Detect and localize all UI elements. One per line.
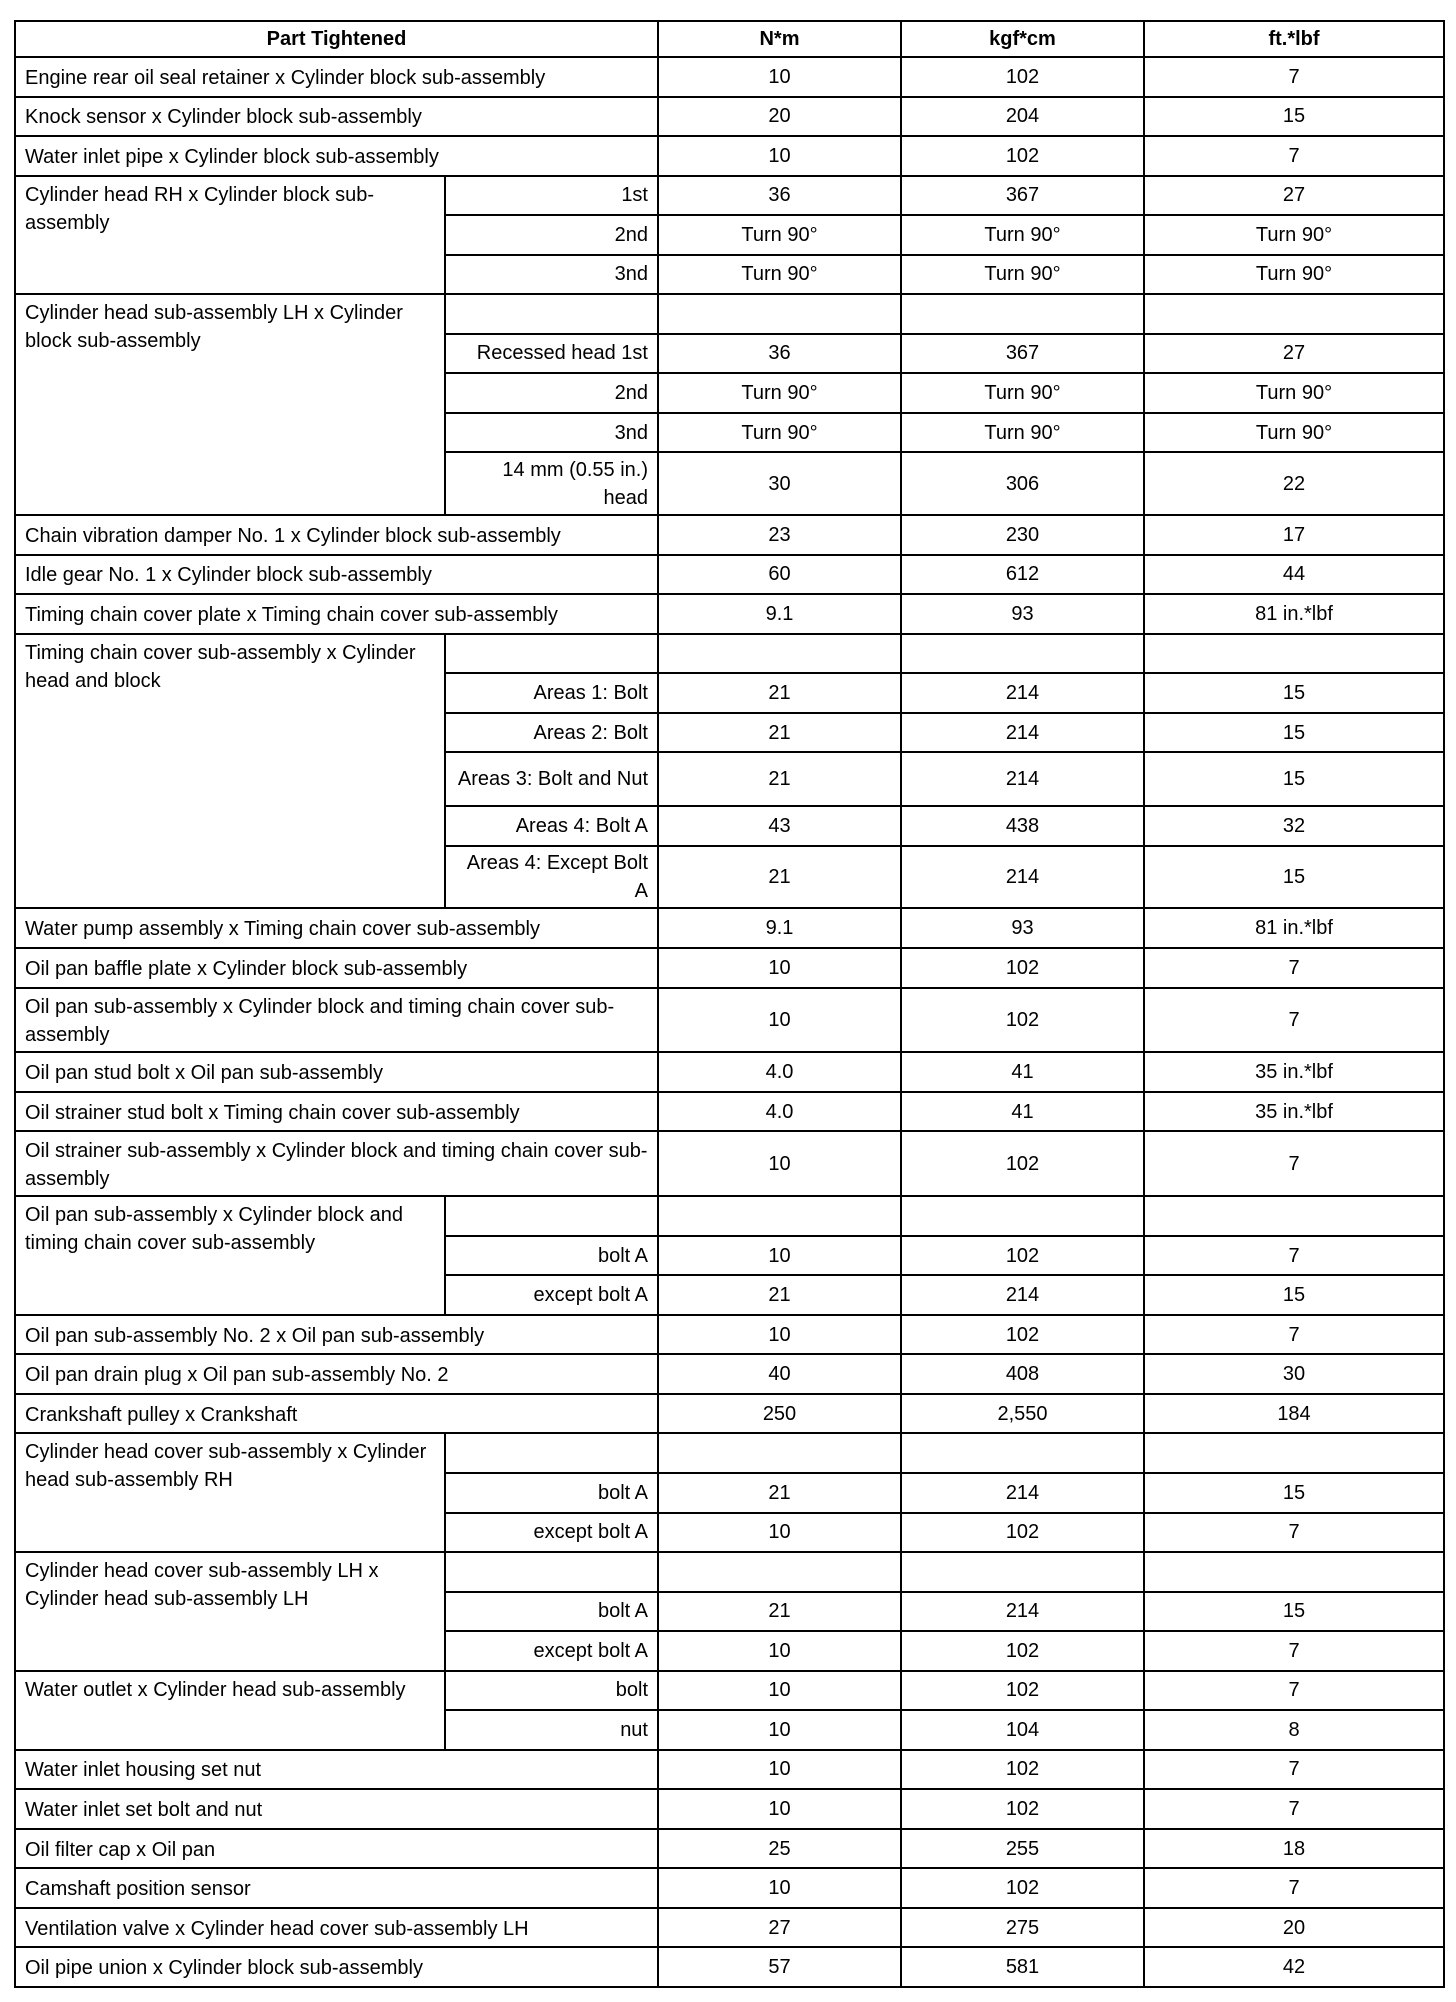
sub-condition: except bolt A [445, 1513, 658, 1553]
value-nm: 21 [658, 673, 901, 713]
value-nm: 21 [658, 1473, 901, 1513]
value-kgfcm: 102 [901, 1131, 1144, 1196]
part-name: Water outlet x Cylinder head sub-assembly [15, 1671, 445, 1750]
value-nm: 10 [658, 1710, 901, 1750]
part-name: Oil pan sub-assembly No. 2 x Oil pan sub-assembly [15, 1315, 658, 1355]
value-nm [658, 1552, 901, 1592]
value-kgfcm: 102 [901, 1868, 1144, 1908]
value-nm: 10 [658, 1513, 901, 1553]
table-row [15, 1671, 1444, 1711]
value-kgfcm: Turn 90° [901, 215, 1144, 255]
value-nm: Turn 90° [658, 255, 901, 295]
part-name: Cylinder head cover sub-assembly LH x Cylinder head sub-assembly LH [15, 1552, 445, 1671]
sub-condition: except bolt A [445, 1631, 658, 1671]
value-nm: 43 [658, 806, 901, 846]
table-row [15, 1433, 1444, 1473]
value-ftlbf: 81 in.*lbf [1144, 908, 1444, 948]
table-row [15, 97, 1444, 137]
sub-condition [445, 1433, 658, 1473]
table-row [15, 1052, 1444, 1092]
value-kgfcm: 102 [901, 136, 1144, 176]
value-kgfcm [901, 1196, 1144, 1236]
value-kgfcm [901, 1433, 1144, 1473]
value-kgfcm: 102 [901, 1236, 1144, 1276]
sub-condition: bolt A [445, 1236, 658, 1276]
value-ftlbf [1144, 1433, 1444, 1473]
value-kgfcm: 214 [901, 1275, 1144, 1315]
table-body [15, 57, 1444, 1987]
value-nm: 27 [658, 1908, 901, 1948]
value-kgfcm: 2,550 [901, 1394, 1144, 1434]
value-nm: 21 [658, 1275, 901, 1315]
part-name: Cylinder head RH x Cylinder block sub-assembly [15, 176, 445, 295]
table-row [15, 948, 1444, 988]
table-row [15, 988, 1444, 1053]
value-ftlbf: Turn 90° [1144, 373, 1444, 413]
table-row [15, 57, 1444, 97]
value-nm: 10 [658, 1750, 901, 1790]
table-row [15, 1789, 1444, 1829]
value-nm: Turn 90° [658, 413, 901, 453]
sub-condition: Areas 1: Bolt [445, 673, 658, 713]
value-nm: 10 [658, 988, 901, 1053]
part-name: Timing chain cover sub-assembly x Cylinder head and block [15, 634, 445, 909]
value-ftlbf: 7 [1144, 1315, 1444, 1355]
sub-condition: bolt A [445, 1592, 658, 1632]
value-ftlbf: 42 [1144, 1947, 1444, 1987]
part-name: Cylinder head cover sub-assembly x Cylinder head sub-assembly RH [15, 1433, 445, 1552]
header-part-tightened: Part Tightened [15, 21, 658, 57]
sub-condition: 1st [445, 176, 658, 216]
header-ftlbf: ft.*lbf [1144, 21, 1444, 57]
value-nm [658, 1196, 901, 1236]
part-name: Water inlet housing set nut [15, 1750, 658, 1790]
value-ftlbf: 35 in.*lbf [1144, 1052, 1444, 1092]
value-nm: 4.0 [658, 1092, 901, 1132]
part-name: Knock sensor x Cylinder block sub-assembly [15, 97, 658, 137]
value-ftlbf: Turn 90° [1144, 215, 1444, 255]
part-name: Crankshaft pulley x Crankshaft [15, 1394, 658, 1434]
value-ftlbf: 7 [1144, 948, 1444, 988]
value-ftlbf: 7 [1144, 1236, 1444, 1276]
value-nm: 36 [658, 176, 901, 216]
value-ftlbf: 17 [1144, 515, 1444, 555]
table-row [15, 294, 1444, 334]
value-nm: 10 [658, 1315, 901, 1355]
header-kgfcm: kgf*cm [901, 21, 1144, 57]
sub-condition: 2nd [445, 373, 658, 413]
value-kgfcm: 93 [901, 594, 1144, 634]
value-nm: Turn 90° [658, 215, 901, 255]
value-ftlbf: 81 in.*lbf [1144, 594, 1444, 634]
value-ftlbf: 22 [1144, 452, 1444, 515]
value-ftlbf: 7 [1144, 1513, 1444, 1553]
sub-condition [445, 634, 658, 674]
table-row [15, 1394, 1444, 1434]
value-kgfcm: 612 [901, 555, 1144, 595]
value-kgfcm: 102 [901, 1315, 1144, 1355]
value-ftlbf: 15 [1144, 1275, 1444, 1315]
value-kgfcm: 214 [901, 752, 1144, 806]
value-ftlbf: 18 [1144, 1829, 1444, 1869]
value-nm: 21 [658, 1592, 901, 1632]
value-kgfcm: 255 [901, 1829, 1144, 1869]
value-ftlbf: 8 [1144, 1710, 1444, 1750]
sub-condition: 14 mm (0.55 in.) head [445, 452, 658, 515]
value-kgfcm: 102 [901, 1513, 1144, 1553]
sub-condition [445, 1196, 658, 1236]
torque-spec-table [14, 20, 1445, 1988]
value-nm: 9.1 [658, 594, 901, 634]
value-kgfcm: 214 [901, 673, 1144, 713]
part-name: Cylinder head sub-assembly LH x Cylinder block sub-assembly [15, 294, 445, 515]
value-ftlbf [1144, 294, 1444, 334]
table-row [15, 1829, 1444, 1869]
sub-condition [445, 1552, 658, 1592]
value-ftlbf: 15 [1144, 97, 1444, 137]
value-nm [658, 294, 901, 334]
value-ftlbf [1144, 634, 1444, 674]
part-name: Oil pan drain plug x Oil pan sub-assembly No. 2 [15, 1354, 658, 1394]
value-nm: 4.0 [658, 1052, 901, 1092]
part-name: Chain vibration damper No. 1 x Cylinder block sub-assembly [15, 515, 658, 555]
value-nm [658, 1433, 901, 1473]
value-ftlbf: 15 [1144, 673, 1444, 713]
value-nm: 250 [658, 1394, 901, 1434]
part-name: Camshaft position sensor [15, 1868, 658, 1908]
value-nm: 23 [658, 515, 901, 555]
part-name: Oil pipe union x Cylinder block sub-assembly [15, 1947, 658, 1987]
table-row [15, 515, 1444, 555]
value-kgfcm: 230 [901, 515, 1144, 555]
part-name: Oil filter cap x Oil pan [15, 1829, 658, 1869]
table-row [15, 1196, 1444, 1236]
value-nm: 25 [658, 1829, 901, 1869]
value-kgfcm: 102 [901, 1671, 1144, 1711]
value-ftlbf: 27 [1144, 176, 1444, 216]
value-ftlbf: 32 [1144, 806, 1444, 846]
value-kgfcm: 214 [901, 713, 1144, 753]
table-row [15, 555, 1444, 595]
value-ftlbf: 35 in.*lbf [1144, 1092, 1444, 1132]
part-name: Oil strainer sub-assembly x Cylinder block and timing chain cover sub-assembly [15, 1131, 658, 1196]
part-name: Water pump assembly x Timing chain cover sub-assembly [15, 908, 658, 948]
value-ftlbf: 15 [1144, 713, 1444, 753]
value-kgfcm: 102 [901, 1631, 1144, 1671]
value-nm: 10 [658, 1868, 901, 1908]
value-ftlbf: 184 [1144, 1394, 1444, 1434]
value-nm: 21 [658, 713, 901, 753]
value-nm: 10 [658, 1131, 901, 1196]
value-ftlbf: 30 [1144, 1354, 1444, 1394]
part-name: Oil pan sub-assembly x Cylinder block and timing chain cover sub-assembly [15, 1196, 445, 1315]
value-ftlbf: Turn 90° [1144, 255, 1444, 295]
part-name: Timing chain cover plate x Timing chain cover sub-assembly [15, 594, 658, 634]
part-name: Ventilation valve x Cylinder head cover sub-assembly LH [15, 1908, 658, 1948]
value-kgfcm: 581 [901, 1947, 1144, 1987]
part-name: Oil pan baffle plate x Cylinder block sub-assembly [15, 948, 658, 988]
value-kgfcm: 102 [901, 988, 1144, 1053]
value-kgfcm: 438 [901, 806, 1144, 846]
value-nm: 10 [658, 1789, 901, 1829]
table-row [15, 1131, 1444, 1196]
value-ftlbf: 7 [1144, 1789, 1444, 1829]
table-row [15, 1868, 1444, 1908]
value-kgfcm [901, 1552, 1144, 1592]
value-ftlbf [1144, 1552, 1444, 1592]
value-ftlbf: 7 [1144, 57, 1444, 97]
sub-condition: bolt A [445, 1473, 658, 1513]
sub-condition: Areas 4: Except Bolt A [445, 846, 658, 909]
value-nm: 60 [658, 555, 901, 595]
value-nm: 57 [658, 1947, 901, 1987]
value-nm: 36 [658, 334, 901, 374]
table-row [15, 1908, 1444, 1948]
value-kgfcm [901, 294, 1144, 334]
value-nm: 20 [658, 97, 901, 137]
value-kgfcm: 408 [901, 1354, 1144, 1394]
table-row [15, 176, 1444, 216]
value-nm: 10 [658, 57, 901, 97]
value-kgfcm: 214 [901, 1592, 1144, 1632]
part-name: Oil pan stud bolt x Oil pan sub-assembly [15, 1052, 658, 1092]
part-name: Idle gear No. 1 x Cylinder block sub-assembly [15, 555, 658, 595]
value-ftlbf: 15 [1144, 752, 1444, 806]
value-kgfcm: 102 [901, 1789, 1144, 1829]
value-ftlbf: 7 [1144, 1131, 1444, 1196]
value-ftlbf: 7 [1144, 1631, 1444, 1671]
value-kgfcm: 214 [901, 846, 1144, 909]
table-row [15, 1092, 1444, 1132]
sub-condition: Areas 2: Bolt [445, 713, 658, 753]
sub-condition: Areas 3: Bolt and Nut [445, 752, 658, 806]
value-ftlbf: 7 [1144, 1868, 1444, 1908]
value-nm: 9.1 [658, 908, 901, 948]
value-nm [658, 634, 901, 674]
value-kgfcm: 275 [901, 1908, 1144, 1948]
part-name: Engine rear oil seal retainer x Cylinder block sub-assembly [15, 57, 658, 97]
value-ftlbf: 15 [1144, 1592, 1444, 1632]
value-nm: 21 [658, 846, 901, 909]
part-name: Oil pan sub-assembly x Cylinder block and timing chain cover sub-assembly [15, 988, 658, 1053]
value-ftlbf: Turn 90° [1144, 413, 1444, 453]
sub-condition: Recessed head 1st [445, 334, 658, 374]
value-kgfcm [901, 634, 1144, 674]
table-row [15, 136, 1444, 176]
sub-condition: bolt [445, 1671, 658, 1711]
sub-condition: 3nd [445, 255, 658, 295]
sub-condition: Areas 4: Bolt A [445, 806, 658, 846]
value-kgfcm: 102 [901, 57, 1144, 97]
value-kgfcm: 41 [901, 1052, 1144, 1092]
value-kgfcm: 102 [901, 1750, 1144, 1790]
table-row [15, 1552, 1444, 1592]
value-nm: 10 [658, 136, 901, 176]
value-ftlbf: 7 [1144, 136, 1444, 176]
sub-condition: 3nd [445, 413, 658, 453]
value-ftlbf: 44 [1144, 555, 1444, 595]
value-ftlbf: 20 [1144, 1908, 1444, 1948]
value-ftlbf: 7 [1144, 1671, 1444, 1711]
value-nm: 10 [658, 1671, 901, 1711]
value-ftlbf: 15 [1144, 846, 1444, 909]
table-row [15, 1947, 1444, 1987]
table-row [15, 1750, 1444, 1790]
part-name: Water inlet set bolt and nut [15, 1789, 658, 1829]
value-kgfcm: 204 [901, 97, 1144, 137]
value-nm: 10 [658, 1631, 901, 1671]
value-ftlbf: 7 [1144, 1750, 1444, 1790]
value-kgfcm: 367 [901, 176, 1144, 216]
value-kgfcm: Turn 90° [901, 413, 1144, 453]
value-ftlbf [1144, 1196, 1444, 1236]
sub-condition: nut [445, 1710, 658, 1750]
sub-condition: except bolt A [445, 1275, 658, 1315]
table-row [15, 634, 1444, 674]
value-nm: 30 [658, 452, 901, 515]
table-row [15, 1315, 1444, 1355]
value-nm: 10 [658, 948, 901, 988]
value-nm: 21 [658, 752, 901, 806]
part-name: Water inlet pipe x Cylinder block sub-assembly [15, 136, 658, 176]
value-nm: 10 [658, 1236, 901, 1276]
value-nm: 40 [658, 1354, 901, 1394]
table-row [15, 1354, 1444, 1394]
header-nm: N*m [658, 21, 901, 57]
sub-condition [445, 294, 658, 334]
value-kgfcm: 104 [901, 1710, 1144, 1750]
value-nm: Turn 90° [658, 373, 901, 413]
table-row [15, 908, 1444, 948]
header-row [15, 21, 1444, 57]
value-ftlbf: 27 [1144, 334, 1444, 374]
value-kgfcm: 93 [901, 908, 1144, 948]
value-kgfcm: Turn 90° [901, 255, 1144, 295]
value-kgfcm: 102 [901, 948, 1144, 988]
value-kgfcm: 214 [901, 1473, 1144, 1513]
value-kgfcm: Turn 90° [901, 373, 1144, 413]
value-ftlbf: 15 [1144, 1473, 1444, 1513]
value-ftlbf: 7 [1144, 988, 1444, 1053]
value-kgfcm: 41 [901, 1092, 1144, 1132]
value-kgfcm: 367 [901, 334, 1144, 374]
sub-condition: 2nd [445, 215, 658, 255]
part-name: Oil strainer stud bolt x Timing chain cover sub-assembly [15, 1092, 658, 1132]
table-row [15, 594, 1444, 634]
value-kgfcm: 306 [901, 452, 1144, 515]
